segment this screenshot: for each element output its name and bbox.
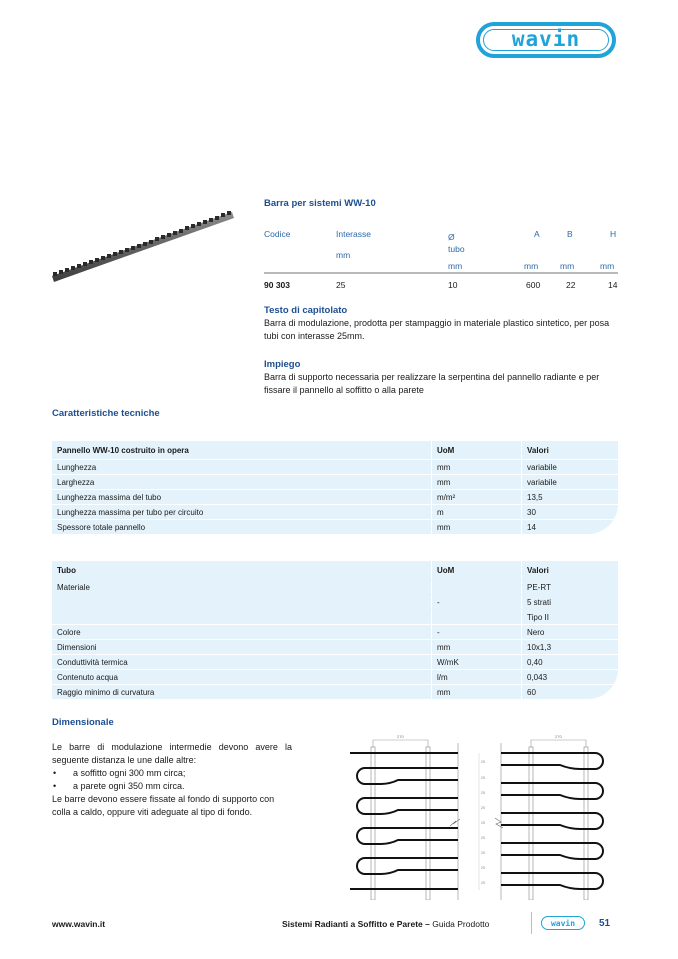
row-label: Lunghezza [52,460,432,474]
row-uom: m/m² [432,490,522,504]
row-uom: W/mK [432,655,522,669]
header-cell: Valori [527,446,549,455]
row-label: Spessore totale pannello [52,520,432,534]
cell-interasse: 25 [336,280,346,290]
table-row [52,639,618,654]
row-label: Lunghezza massima per tubo per circuito [52,505,432,519]
table-row [52,684,618,699]
row-uom: mm [432,460,522,474]
footer-title [282,919,489,929]
pannello-table [52,441,618,534]
product-bar-image [48,198,238,288]
header-h: H [610,229,617,239]
row-label: Dimensioni [52,640,432,654]
row-value: 60 [527,688,536,697]
row-value: 10x1,3 [527,643,552,652]
header-b-unit: mm [560,261,575,271]
footer-title-rest: Guida Prodotto [432,919,490,929]
header-diameter-symbol: Ø [448,232,455,242]
row-uom [432,610,522,624]
table-row [52,489,618,504]
footer-logo-text: wavin [550,918,576,928]
row-value: 0,043 [527,673,548,682]
table-row [52,594,618,609]
cell-h: 14 [608,280,618,290]
footer-url-link[interactable]: www.wavin.it [52,919,106,929]
wavin-logo [476,22,616,58]
left-panel-diagram [350,734,479,900]
table-row [52,624,618,639]
row-value: variabile [527,478,557,487]
cell-b: 22 [566,280,576,290]
dimensionale-text [52,741,292,819]
row-label: Conduttività termica [52,655,432,669]
row-value: PE-RT [527,583,551,592]
table-row [52,459,618,474]
pannello-table-header [52,441,618,459]
row-value: 0,40 [527,658,543,667]
svg-text:25: 25 [481,806,485,810]
dimension-label: 270 [397,734,404,739]
header-interasse-unit: mm [336,250,351,260]
logo-text: wavin [511,27,581,51]
row-label [52,610,432,624]
header-cell: UoM [432,441,522,459]
product-title: Barra per sistemi WW-10 [264,198,376,209]
header-diameter-label: tubo [448,244,465,254]
header-cell: Valori [527,566,549,575]
row-label: Raggio minimo di curvatura [52,685,432,699]
svg-text:25: 25 [481,760,485,764]
table-row [52,609,618,624]
header-diameter-unit: mm [448,261,463,271]
dimensionale-title: Dimensionale [52,717,114,728]
caratteristiche-title: Caratteristiche tecniche [52,408,160,419]
header-cell: Pannello WW-10 costruito in opera [52,441,432,459]
row-label: Materiale [52,580,432,594]
header-cell: Tubo [52,561,432,579]
svg-text:25: 25 [481,866,485,870]
dimensionale-intro: Le barre di modulazione intermedie devono avere la seguente distanza le une dalle altre: [52,742,292,765]
svg-text:270: 270 [555,734,562,739]
impiego-title: Impiego [264,359,301,370]
row-uom: mm [432,685,522,699]
row-uom: mm [432,520,522,534]
right-panel-diagram [495,734,603,900]
header-b: B [567,229,573,239]
list-item: • a parete ogni 350 mm circa. [52,780,292,793]
footer-divider [531,912,532,934]
header-interasse: Interasse [336,229,371,239]
row-label: Lunghezza massima del tubo [52,490,432,504]
row-value: 30 [527,508,536,517]
row-value: variabile [527,463,557,472]
spec-table-header [264,226,618,274]
row-uom: mm [432,640,522,654]
header-codice: Codice [264,229,291,239]
tubo-table-header [52,561,618,579]
table-row [52,474,618,489]
svg-text:25: 25 [481,851,485,855]
row-uom: - [432,625,522,639]
header-a-unit: mm [524,261,539,271]
row-value: 5 strati [527,598,552,607]
cell-diametro: 10 [448,280,458,290]
row-uom: mm [432,475,522,489]
impiego-text: Barra di supporto necessaria per realizzare la serpentina del pannello radiante e per fissare il pannello al soffitto o alla parete [264,372,600,395]
tubo-table [52,561,618,699]
capitolato-text: Barra di modulazione, prodotta per stampaggio in materiale plastico sintetico, per posa tubi con interasse 25mm. [264,318,610,341]
footer-title-bold: Sistemi Radianti a Soffitto e Parete [282,919,423,929]
header-a: A [534,229,540,239]
svg-text:25: 25 [481,776,485,780]
header-h-unit: mm [600,261,615,271]
table-row [52,669,618,684]
dimensionale-outro: Le barre devono essere fissate al fondo di supporto con colla a caldo, oppure viti adeguate al tipo di fondo. [52,794,275,817]
cell-codice: 90 303 [264,280,290,290]
footer-title-sep: – [422,919,433,929]
table-row [52,519,618,534]
page-number: 51 [599,918,611,929]
svg-text:25: 25 [481,791,485,795]
row-uom [432,580,522,594]
header-cell: UoM [432,561,522,579]
pipe-layout-diagram [340,725,630,900]
svg-text:25: 25 [481,881,485,885]
svg-text:25: 25 [481,836,485,840]
spec-table-row [264,274,618,294]
table-row [52,579,618,594]
row-uom: - [432,595,522,609]
row-value: Tipo II [527,613,549,622]
product-spec-table [264,226,618,294]
row-uom: m [432,505,522,519]
table-row [52,504,618,519]
row-value: 14 [527,523,536,532]
cell-a: 600 [526,280,541,290]
row-value: Nero [527,628,545,637]
row-label: Larghezza [52,475,432,489]
row-label: Colore [52,625,432,639]
row-uom: l/m [432,670,522,684]
row-label: Contenuto acqua [52,670,432,684]
svg-text:25: 25 [481,821,485,825]
row-value: 13,5 [527,493,543,502]
row-label [52,595,432,609]
distance-list [52,767,292,793]
table-row [52,654,618,669]
capitolato-title: Testo di capitolato [264,305,348,316]
list-item: • a soffitto ogni 300 mm circa; [52,767,292,780]
footer-wavin-logo [541,916,585,930]
